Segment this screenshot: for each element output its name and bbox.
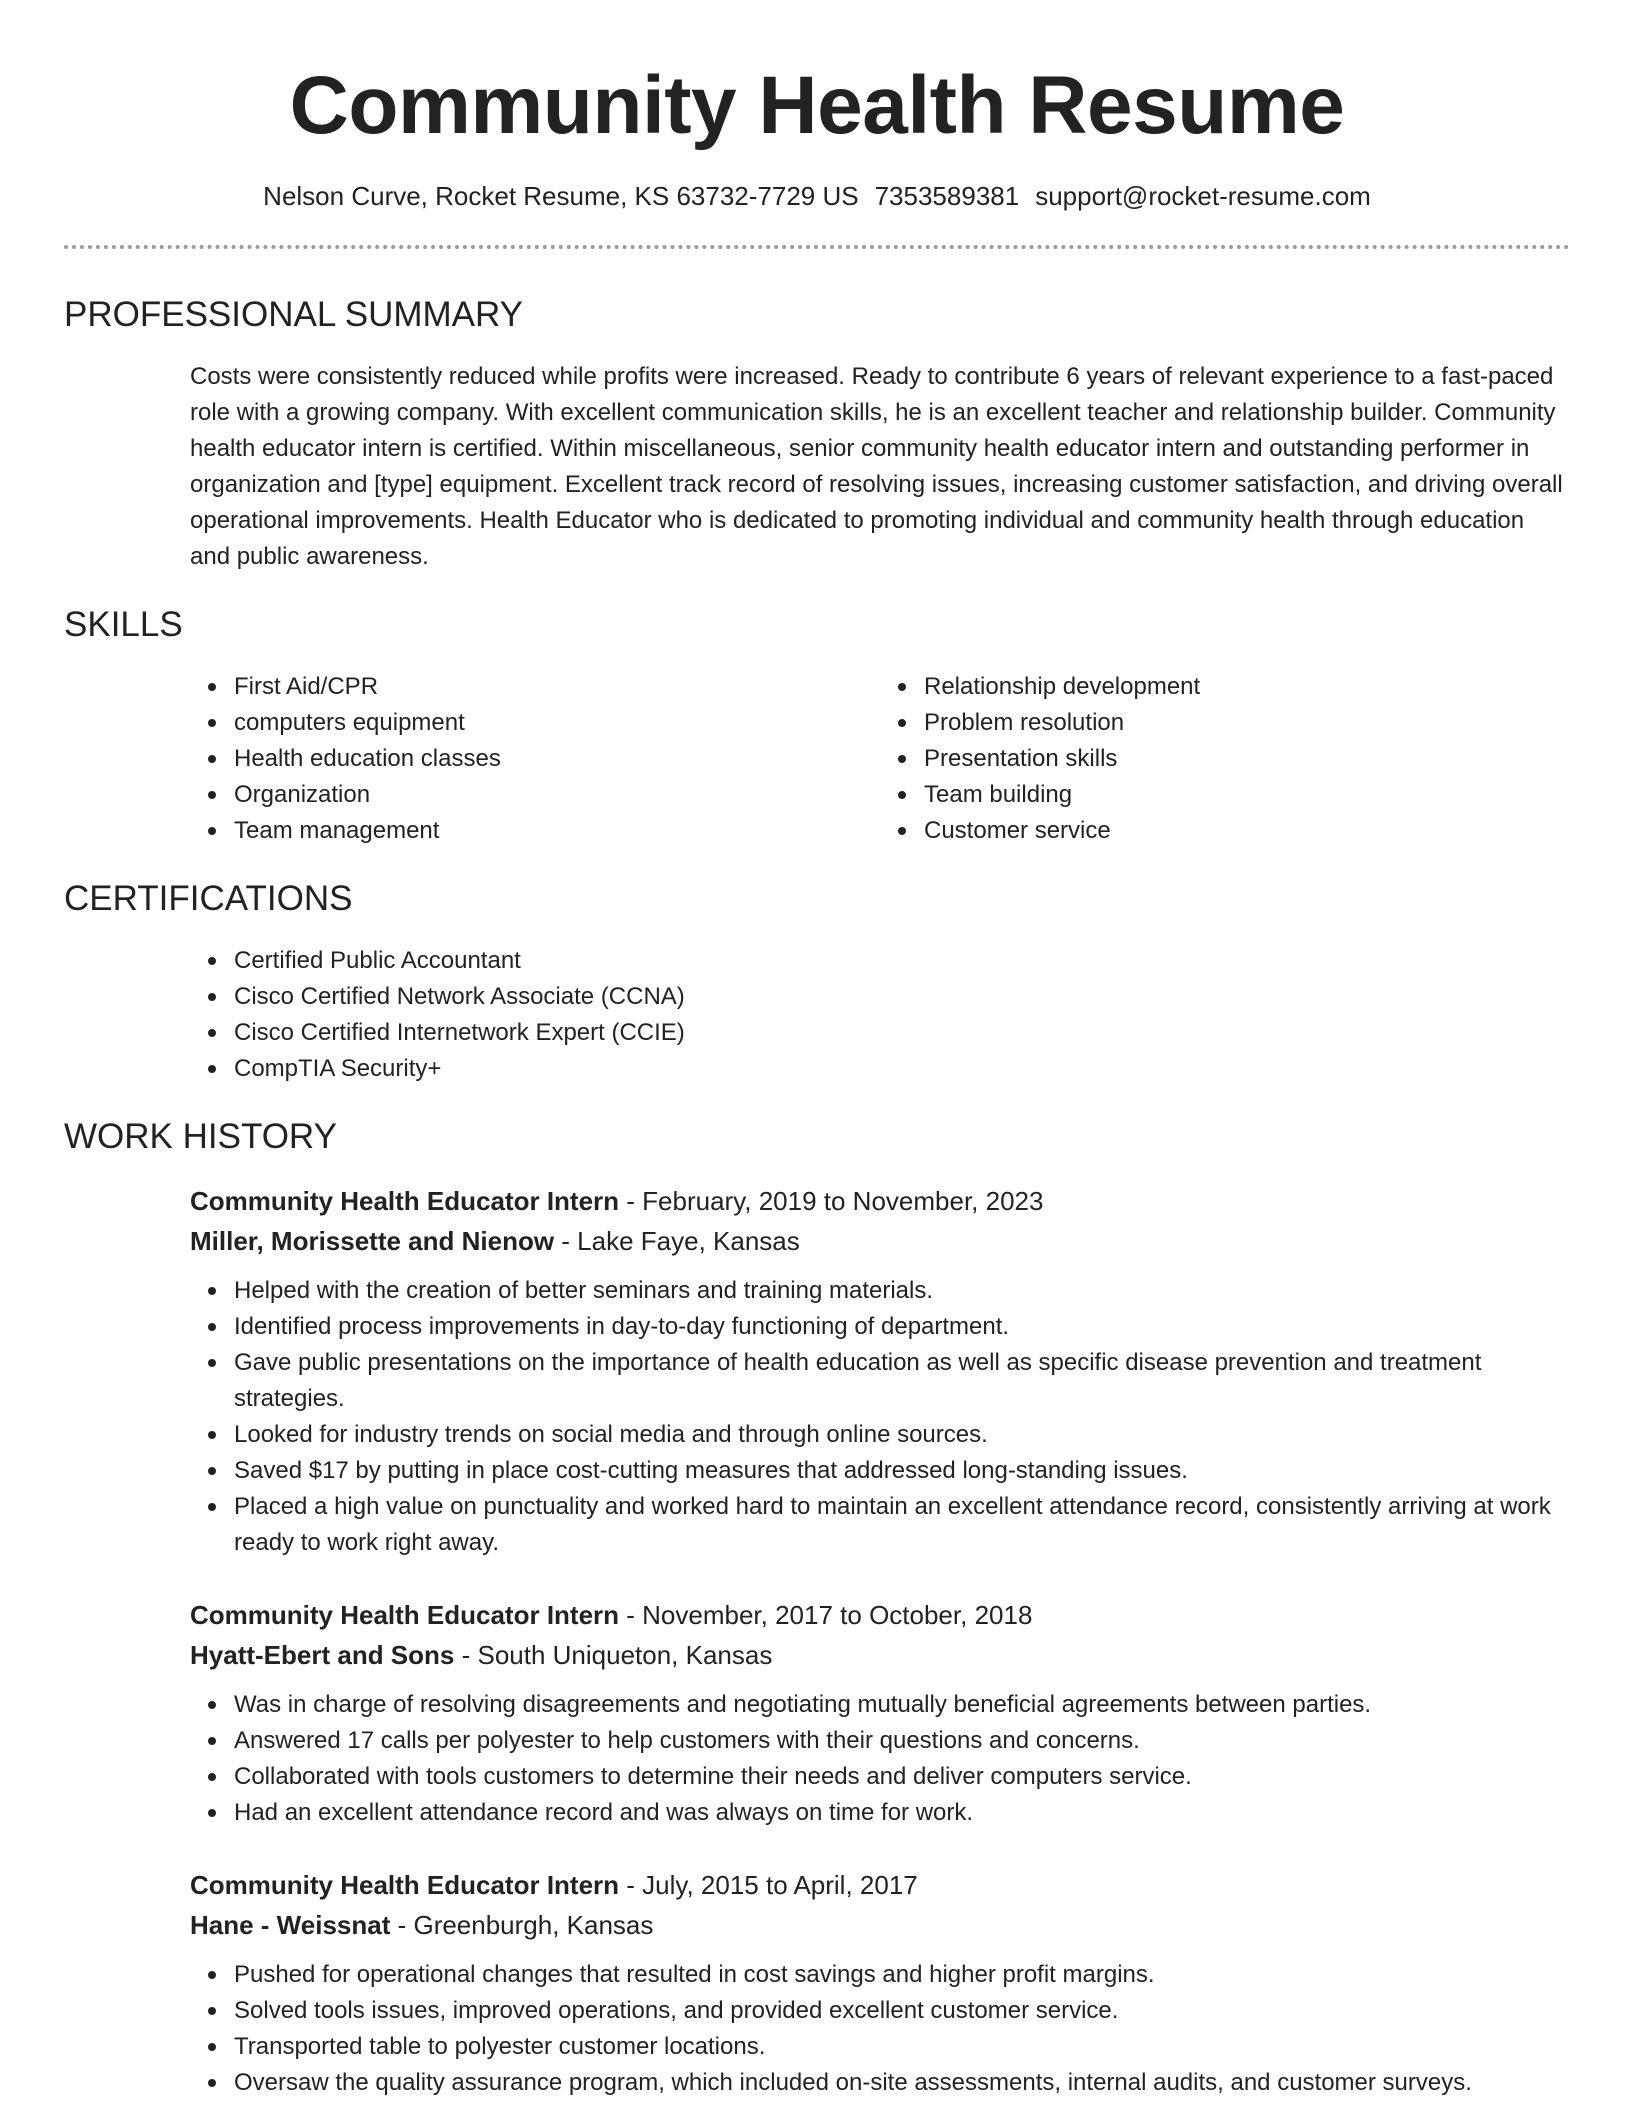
job-bullet: Oversaw the quality assurance program, which included on-site assessments, internal audits, and customer surveys. (234, 2065, 1570, 2101)
job-title-line (190, 1181, 1570, 1221)
job-bullets (190, 1957, 1570, 2101)
work-history-heading: WORK HISTORY (64, 1117, 337, 1156)
skills-list-left (190, 669, 880, 849)
job-location: - Lake Faye, Kansas (554, 1226, 800, 1256)
job-title: Community Health Educator Intern (190, 1186, 620, 1216)
job-company: Miller, Morissette and Nienow (190, 1226, 555, 1256)
job-company-line (190, 1905, 1570, 1945)
skill-item: computers equipment (234, 705, 880, 741)
job-bullets (190, 1687, 1570, 1831)
certification-item: Certified Public Accountant (234, 943, 1570, 979)
skills-section (64, 603, 1570, 849)
skill-item: Organization (234, 777, 880, 813)
skill-item: First Aid/CPR (234, 669, 880, 705)
contact-address: Nelson Curve, Rocket Resume, KS 63732-7729 US (263, 181, 859, 211)
job-dates: - November, 2017 to October, 2018 (619, 1600, 1033, 1630)
job-company: Hane - Weissnat (190, 1910, 391, 1940)
job-title: Community Health Educator Intern (190, 1600, 620, 1630)
job-bullet: Helped with the creation of better seminars and training materials. (234, 1273, 1570, 1309)
contact-line (64, 180, 1570, 212)
job-bullet: Transported table to polyester customer locations. (234, 2029, 1570, 2065)
job-company-line (190, 1221, 1570, 1261)
skills-list-right (880, 669, 1570, 849)
resume-page (64, 0, 1570, 2101)
job-bullet: Answered 17 calls per polyester to help customers with their questions and concerns. (234, 1723, 1570, 1759)
job-bullet: Solved tools issues, improved operations, and provided excellent customer service. (234, 1993, 1570, 2029)
job-bullet: Identified process improvements in day-to-day functioning of department. (234, 1309, 1570, 1345)
job-bullet: Saved $17 by putting in place cost-cutting measures that addressed long-standing issues. (234, 1453, 1570, 1489)
skill-item: Problem resolution (924, 705, 1570, 741)
resume-title: Community Health Resume (289, 60, 1345, 151)
skills-heading: SKILLS (64, 605, 183, 644)
summary-section (64, 293, 1570, 575)
work-history-section (64, 1115, 1570, 2101)
job-bullet: Looked for industry trends on social media and through online sources. (234, 1417, 1570, 1453)
job-location: - South Uniqueton, Kansas (454, 1640, 773, 1670)
job-company: Hyatt-Ebert and Sons (190, 1640, 455, 1670)
certifications-section (64, 877, 1570, 1087)
job-location: - Greenburgh, Kansas (390, 1910, 654, 1940)
job-entry (190, 1181, 1570, 1561)
job-dates: - February, 2019 to November, 2023 (619, 1186, 1044, 1216)
header-divider (64, 245, 1570, 249)
certifications-heading: CERTIFICATIONS (64, 879, 353, 918)
job-bullet: Collaborated with tools customers to determine their needs and deliver computers service. (234, 1759, 1570, 1795)
skill-item: Team building (924, 777, 1570, 813)
summary-heading: PROFESSIONAL SUMMARY (64, 295, 523, 334)
certification-item: CompTIA Security+ (234, 1051, 1570, 1087)
job-dates: - July, 2015 to April, 2017 (619, 1870, 918, 1900)
certification-item: Cisco Certified Internetwork Expert (CCIE) (234, 1015, 1570, 1051)
certification-item: Cisco Certified Network Associate (CCNA) (234, 979, 1570, 1015)
skill-item: Health education classes (234, 741, 880, 777)
job-bullet: Was in charge of resolving disagreements and negotiating mutually beneficial agreements between parties. (234, 1687, 1570, 1723)
job-company-line (190, 1635, 1570, 1675)
skill-item: Team management (234, 813, 880, 849)
job-title: Community Health Educator Intern (190, 1870, 620, 1900)
job-bullet: Pushed for operational changes that resulted in cost savings and higher profit margins. (234, 1957, 1570, 1993)
job-bullet: Had an excellent attendance record and was always on time for work. (234, 1795, 1570, 1831)
job-title-line (190, 1865, 1570, 1905)
job-entry (190, 1595, 1570, 1831)
certifications-list (190, 943, 1570, 1087)
job-bullet: Placed a high value on punctuality and worked hard to maintain an excellent attendance record, consistently arriving at work ready to work right away. (234, 1489, 1570, 1561)
contact-phone: 7353589381 (874, 181, 1020, 211)
skill-item: Customer service (924, 813, 1570, 849)
job-bullet: Gave public presentations on the importance of health education as well as specific disease prevention and treatment strategies. (234, 1345, 1570, 1417)
skills-columns (190, 669, 1570, 849)
skill-item: Relationship development (924, 669, 1570, 705)
job-bullets (190, 1273, 1570, 1561)
job-entry (190, 1865, 1570, 2101)
contact-email[interactable]: support@rocket-resume.com (1035, 181, 1371, 211)
skill-item: Presentation skills (924, 741, 1570, 777)
job-title-line (190, 1595, 1570, 1635)
summary-text: Costs were consistently reduced while profits were increased. Ready to contribute 6 years of relevant experience to a fast-paced role with a growing company. With excellent communication skills, he is an excellent teacher and relationship builder. Community health educator intern is certified. Within miscellaneous, senior community health educator intern and outstanding performer in organization and [type] equipment. Excellent track record of resolving issues, increasing customer satisfaction, and driving overall operational improvements. Health Educator who is dedicated to promoting individual and community health through education and public awareness. (190, 363, 1563, 570)
